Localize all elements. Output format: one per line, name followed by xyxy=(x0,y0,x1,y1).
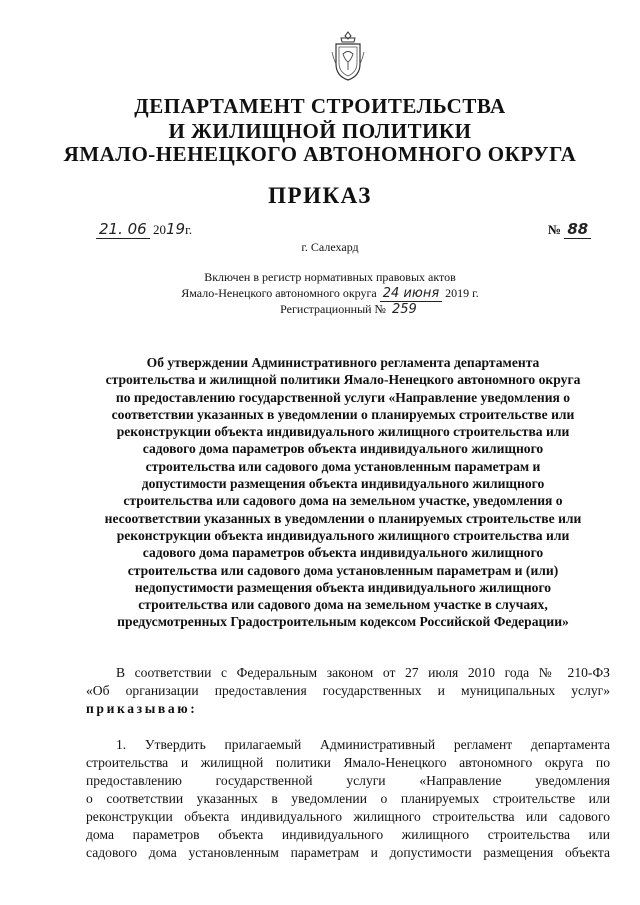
subject-line: строительства или садового дома установленным параметрам и (или) xyxy=(127,562,559,578)
order-subject xyxy=(78,354,608,631)
number-label: № xyxy=(548,222,562,237)
subject-line: реконструкции объекта индивидуального жилищного строительства или xyxy=(116,527,570,543)
subject-line: строительства или садового дома на земельном участке, уведомления о xyxy=(123,493,563,509)
registration-line3 xyxy=(30,302,640,317)
handwritten-year: 19 xyxy=(165,220,186,238)
item-line: строительства и жилищной политики Ямало-Ненецкого автономного округа по xyxy=(86,755,610,770)
item-line: садового дома установленным параметрам и допустимости размещения объекта xyxy=(86,845,610,860)
department-name-line2: И ЖИЛИЩНОЙ ПОЛИТИКИ xyxy=(168,119,472,143)
preamble-paragraph xyxy=(86,664,610,718)
document-type-title: ПРИКАЗ xyxy=(268,183,372,208)
subject-line: реконструкции объекта индивидуального жилищного строительства или xyxy=(116,424,570,440)
subject-line: садового дома параметров объекта индивидуального жилищного xyxy=(142,441,544,457)
item-1-paragraph xyxy=(86,736,610,862)
handwritten-date: 21. 06 xyxy=(96,220,150,239)
subject-line: Об утверждении Административного регламента департамента xyxy=(146,355,540,370)
coat-of-arms-emblem xyxy=(330,30,366,82)
subject-line: несоответствии указанных в уведомлении о планируемых строительстве или xyxy=(104,510,582,526)
handwritten-number: 88 xyxy=(564,220,591,239)
subject-line: недопустимости размещения объекта индивидуального жилищного xyxy=(134,579,552,595)
item-line: предоставлению государственной услуги «Направление уведомления xyxy=(86,773,610,788)
registration-line2 xyxy=(10,286,640,301)
item-line: реконструкции объекта индивидуального жилищного строительства или садового xyxy=(86,809,610,824)
registration-date-handwritten: 24 июня xyxy=(380,286,442,302)
department-name-line3: ЯМАЛО-НЕНЕЦКОГО АВТОНОМНОГО ОКРУГА xyxy=(63,142,577,166)
year-suffix: г. xyxy=(185,222,193,237)
registration-year: 2019 г. xyxy=(445,286,479,300)
preamble-line: В соответствии с Федеральным законом от 27 июля 2010 года № 210-ФЗ xyxy=(116,665,610,680)
subject-line: соответствии указанных в уведомлении о планируемых строительстве или xyxy=(111,406,575,422)
subject-line: по предоставлению государственной услуги «Направление уведомления о xyxy=(115,389,571,405)
registration-number-handwritten: 259 xyxy=(392,302,417,317)
item-line: 1. Утвердить прилагаемый Административный регламент департамента xyxy=(116,737,610,752)
subject-line: садового дома параметров объекта индивидуального жилищного xyxy=(142,545,544,561)
department-name-line1: ДЕПАРТАМЕНТ СТРОИТЕЛЬСТВА xyxy=(134,94,506,118)
item-line: о соответствии указанных в уведомлении о планируемых строительстве или xyxy=(86,791,610,806)
subject-line: предусмотренных Градостроительным кодексом Российской Федерации» xyxy=(117,614,569,630)
order-number xyxy=(548,220,591,238)
subject-line: допустимости размещения объекта индивидуального жилищного xyxy=(141,476,545,492)
order-directive-word: приказываю: xyxy=(86,701,198,716)
registration-line1: Включен в регистр нормативных правовых актов xyxy=(204,270,456,284)
subject-line: строительства или садового дома на земельном участке в случаях, xyxy=(138,597,548,613)
subject-line: строительства или садового дома установленным параметрам и xyxy=(145,458,541,474)
order-date xyxy=(96,220,192,238)
subject-line: строительства и жилищной политики Ямало-Ненецкого автономного округа xyxy=(105,372,581,388)
preamble-line: «Об организации предоставления государственных и муниципальных услуг» xyxy=(86,683,610,698)
registration-number-label: Регистрационный № xyxy=(280,302,387,316)
city-name: г. Салехард xyxy=(301,240,359,254)
year-prefix: 20 xyxy=(152,222,166,237)
item-line: дома параметров объекта индивидуального жилищного строительства или xyxy=(86,827,610,842)
registration-region: Ямало-Ненецкого автономного округа xyxy=(181,286,377,300)
